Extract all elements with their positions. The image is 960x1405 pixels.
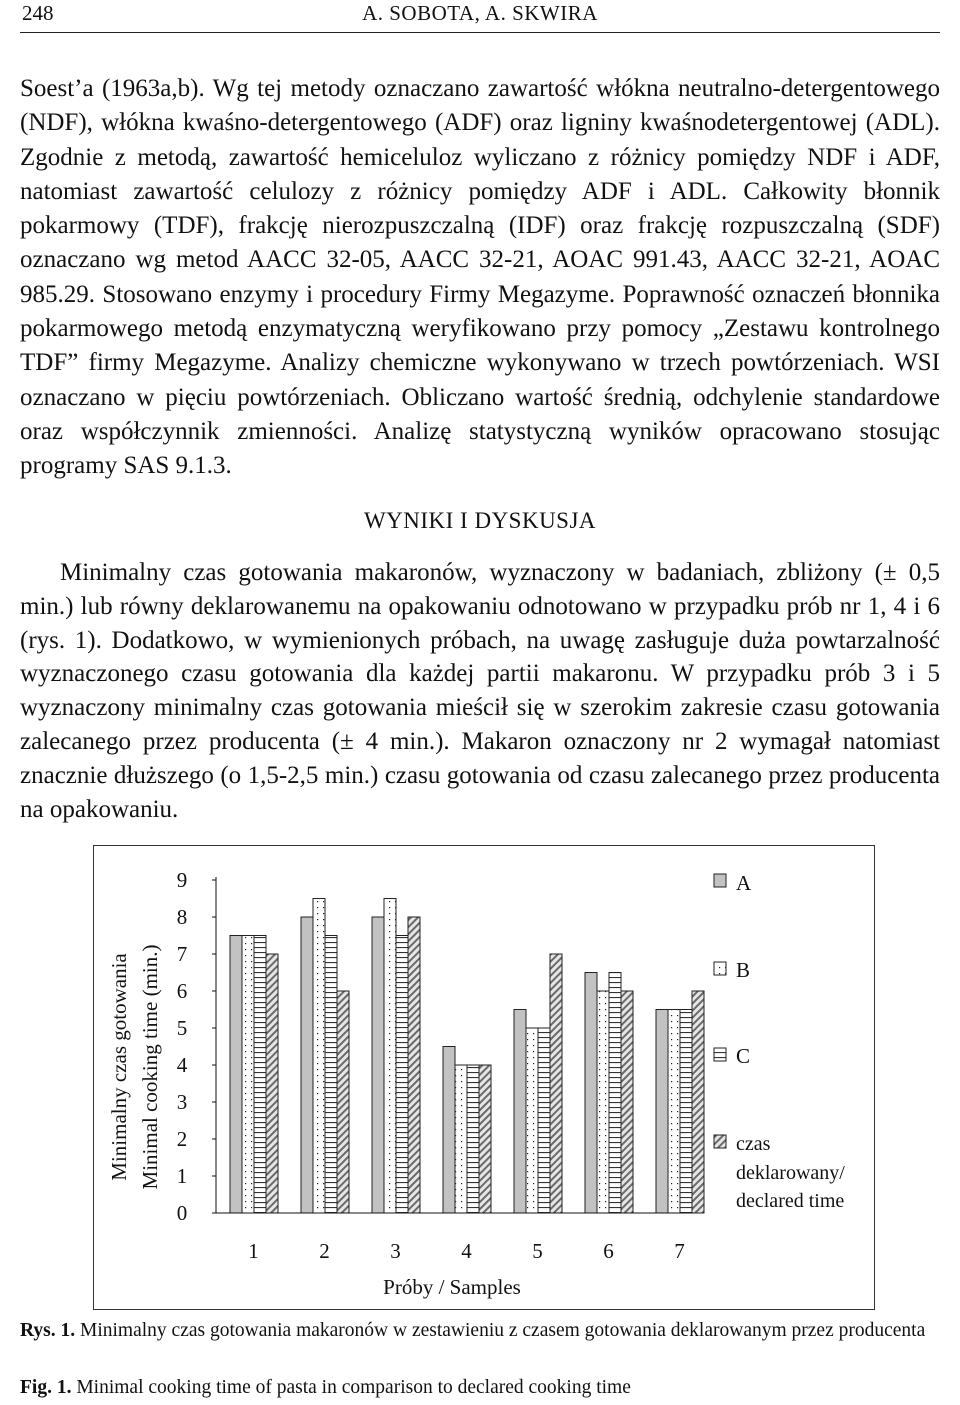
legend-label-a: A (736, 871, 752, 895)
bar-sample-7-series-2 (668, 1010, 680, 1214)
y-tick-label: 2 (176, 1127, 188, 1151)
bar-sample-5-series-1 (514, 1010, 526, 1214)
y-tick-label: 1 (176, 1164, 188, 1188)
page-number: 248 (22, 1, 54, 25)
cooking-time-chart (93, 845, 875, 1310)
bar-sample-1-series-1 (230, 936, 242, 1214)
y-tick-label: 7 (176, 942, 188, 966)
bar-sample-5-series-2 (526, 1028, 538, 1213)
legend-label-b: B (736, 958, 751, 982)
bar-sample-7-series-4 (692, 991, 704, 1213)
bar-sample-6-series-3 (609, 973, 621, 1214)
x-category-label: 5 (532, 1239, 543, 1263)
legend-label-declared-3: declared time (736, 1190, 845, 1212)
methods-paragraph: Soest’a (1963a,b). Wg tej metody oznaczano zawartość włókna neutralno-detergentowego (NDF), włókna kwaśno-detergentowego (ADF) oraz ligniny kwaśnodetergentowej (ADL). Zgodnie z metodą, zawartość hemiceluloz wyliczano z różnicy pomiędzy NDF i ADF, natomiast zawartość celulozy z różnicy pomiędzy ADF i ADL. Całkowity błonnik pokarmowy (TDF), frakcję nierozpuszczalną (IDF) oraz frakcję rozpuszczalną (SDF) oznaczano wg metod AACC 32-05, AACC 32-21, AOAC 991.43, AACC 32-21, AOAC 985.29. Stosowano enzymy i procedury Firmy Megazyme. Poprawność oznaczeń błonnika pokarmowego metodą enzymatyczną weryfikowano przy pomocy „Zestawu kontrolnego TDF” firmy Megazyme. Analizy chemiczne wykonywano w trzech powtórzeniach. WSI oznaczano w pięciu powtórzeniach. Obliczano wartość średnią, odchylenie standardowe oraz współczynnik zmienności. Analizę statystyczną wyników opracowano stosując programy SAS 9.1.3. (20, 75, 940, 480)
x-category-label: 7 (674, 1239, 685, 1263)
caption-label-en: Fig. 1. (20, 1377, 72, 1398)
x-category-label: 2 (319, 1239, 330, 1263)
x-category-label: 3 (390, 1239, 401, 1263)
legend-swatch-a (714, 874, 726, 887)
bar-sample-3-series-1 (372, 917, 384, 1213)
bar-sample-6-series-2 (597, 991, 609, 1213)
y-tick-label: 6 (176, 979, 188, 1003)
bar-sample-5-series-3 (538, 1028, 550, 1213)
y-tick-label: 5 (176, 1016, 188, 1040)
y-axis-title-pl: Minimalny czas gotowania (107, 953, 131, 1181)
y-tick-label: 9 (176, 868, 188, 892)
x-category-label: 4 (461, 1239, 472, 1263)
bar-sample-1-series-2 (242, 936, 254, 1214)
y-tick-label: 3 (176, 1090, 188, 1114)
legend-swatch-declared (714, 1135, 726, 1148)
caption-text-pl: Minimalny czas gotowania makaronów w zestawieniu z czasem gotowania deklarowanym przez producenta (80, 1320, 926, 1341)
legend-swatch-b (714, 962, 726, 975)
bar-sample-4-series-2 (455, 1065, 467, 1213)
bar-sample-6-series-1 (585, 973, 597, 1214)
bar-sample-2-series-2 (313, 899, 325, 1214)
bar-sample-1-series-3 (254, 936, 266, 1214)
bar-sample-4-series-4 (479, 1065, 491, 1213)
x-category-label: 6 (603, 1239, 614, 1263)
bar-sample-2-series-1 (301, 917, 313, 1213)
legend (714, 871, 845, 1212)
y-tick-label: 4 (176, 1053, 188, 1077)
legend-label-c: C (736, 1044, 751, 1068)
results-paragraph: Minimalny czas gotowania makaronów, wyznaczony w badaniach, zbliżony (± 0,5 min.) lub równy deklarowanemu na opakowaniu odnotowano w przypadku prób nr 1, 4 i 6 (rys. 1). Dodatkowo, w wymienionych próbach, na uwagę zasługuje duża powtarzalność wyznaczonego czasu gotowania dla każdej partii makaronu. W przypadku prób 3 i 5 wyznaczony minimalny czas gotowania mieścił się w szerokim zakresie czasu gotowania zalecanego przez producenta (± 4 min.). Makaron oznaczony nr 2 wymagał natomiast znacznie dłuższego (o 1,5-2,5 min.) czasu gotowania od czasu zalecanego przez producenta na opakowaniu. (20, 559, 940, 823)
section-heading: WYNIKI I DYSKUSJA (363, 508, 597, 533)
legend-label-declared-2: deklarowany/ (736, 1162, 845, 1184)
y-axis-title-en: Minimal cooking time (min.) (138, 944, 162, 1190)
caption-text-en: Minimal cooking time of pasta in comparison to declared cooking time (76, 1377, 631, 1398)
bar-sample-5-series-4 (550, 954, 562, 1213)
legend-swatch-c (714, 1048, 726, 1061)
bar-sample-4-series-3 (467, 1065, 479, 1213)
running-authors: A. SOBOTA, A. SKWIRA (362, 1, 598, 25)
x-category-label: 1 (248, 1239, 259, 1263)
legend-label-declared-1: czas (736, 1133, 771, 1155)
bar-sample-3-series-3 (396, 936, 408, 1214)
y-tick-label: 8 (176, 905, 188, 929)
bar-sample-3-series-4 (408, 917, 420, 1213)
bar-sample-3-series-2 (384, 899, 396, 1214)
figure-caption-pl (20, 1316, 950, 1345)
bar-sample-7-series-3 (680, 1010, 692, 1214)
bar-sample-7-series-1 (656, 1010, 668, 1214)
running-header (20, 0, 940, 33)
figure-caption-en (20, 1373, 950, 1402)
bar-sample-6-series-4 (621, 991, 633, 1213)
x-axis-title: Próby / Samples (383, 1275, 521, 1299)
bar-sample-2-series-3 (325, 936, 337, 1214)
y-tick-label: 0 (176, 1201, 188, 1225)
caption-label-pl: Rys. 1. (20, 1320, 76, 1341)
bar-sample-4-series-1 (443, 1047, 455, 1214)
bar-sample-1-series-4 (266, 954, 278, 1213)
bar-sample-2-series-4 (337, 991, 349, 1213)
